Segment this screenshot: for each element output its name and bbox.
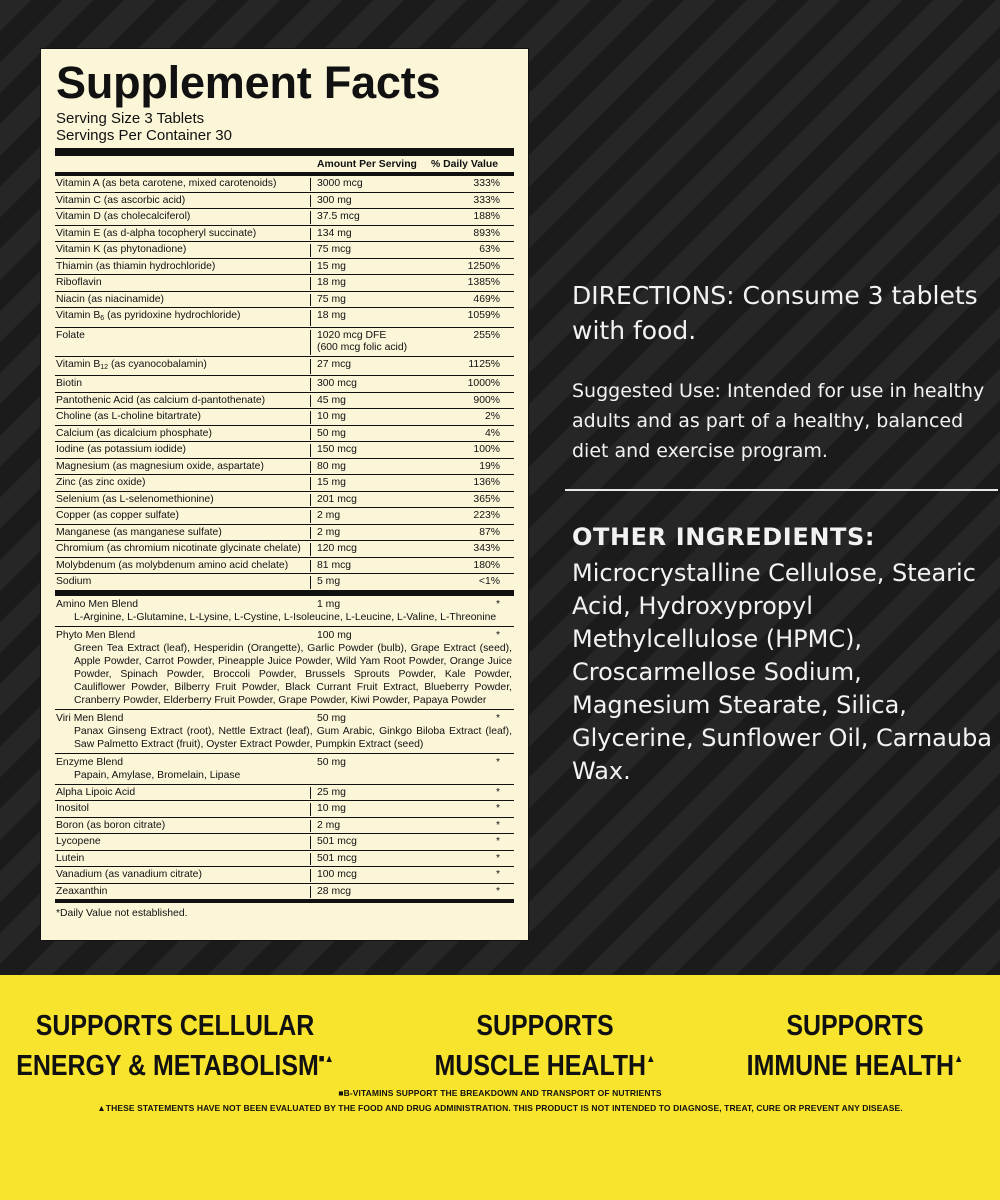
servings-per-container: Servings Per Container 30 [56,127,232,144]
nutrient-row [55,558,514,575]
nutrient-name-text: Riboflavin [56,277,102,288]
nutrient-dv: 180% [473,559,500,571]
claim-mark: ▲ [646,1053,656,1065]
nutrient-rows [55,176,514,591]
nutrient-name-text: Folate [56,329,85,341]
claim-line2: ENERGY & METABOLISM [16,1050,319,1082]
nutrient-amount [311,378,428,391]
other-ingredients-heading: OTHER INGREDIENTS: [572,523,876,551]
nutrient-dv: 893% [473,227,500,239]
nutrient-amount-text: 18 mg [317,310,346,321]
suggested-use-text: Suggested Use: Intended for use in healthy adults and as part of a healthy, balanced diet and exercise program. [572,380,985,462]
footnote: *Daily Value not established. [56,908,188,919]
nutrient-name [55,359,311,375]
nutrient-name-text: Chromium (as chromium nicotinate glycinate chelate) [56,543,301,554]
nutrient-name-text: Molybdenum (as molybdenum amino acid chelate) [56,559,289,571]
nutrient-amount-text: 120 mcg [317,543,357,554]
nutrient-row [55,176,514,193]
nutrient-amount-text: 50 mg [317,427,346,439]
nutrient-name [55,261,311,274]
nutrient-dv: 343% [473,543,500,554]
nutrient-name [55,294,311,307]
blend-row [55,754,514,785]
ingredient-name: Alpha Lipoic Acid [55,787,311,800]
ingredient-row [55,867,514,884]
nutrient-row [55,492,514,509]
nutrient-amount-text: 201 mcg [317,493,357,505]
claim-mark: ■▲ [318,1053,334,1065]
nutrient-name-text: Vitamin B [56,310,101,321]
nutrient-amount [311,310,428,326]
ingredient-dv: * [495,803,500,814]
blend-name: Enzyme Blend [56,756,123,768]
nutrient-dv: 19% [479,460,500,472]
blend-ingredients: L-Arginine, L-Glutamine, L-Lysine, L-Cystine, L-Isoleucine, L-Leucine, L-Valine, L-Threonine [74,611,497,623]
facts-title: Supplement Facts [56,57,441,108]
nutrient-amount [311,543,428,556]
nutrient-row [55,442,514,459]
nutrient-name-text: Choline (as L-choline bitartrate) [56,411,201,422]
nutrient-amount-text: 80 mg [317,460,346,472]
claim-mark: ▲ [953,1053,964,1065]
ingredient-amount: 2 mg [317,819,341,831]
nutrient-amount [311,178,428,191]
nutrient-row [55,574,514,591]
nutrient-row [55,328,514,357]
nutrient-amount [311,494,428,507]
blend-amount: 1 mg [317,598,341,610]
nutrient-name-text: Sodium [56,576,92,587]
nutrient-row [55,226,514,243]
blend-rows [55,596,514,785]
nutrient-amount [311,211,428,224]
nutrient-name [55,310,311,326]
nutrient-row [55,357,514,377]
nutrient-row [55,209,514,226]
nutrient-name-text: Vitamin C (as ascorbic acid) [56,194,186,206]
blend-header [55,712,514,725]
nutrient-name [55,560,311,573]
nutrient-amount [311,510,428,523]
nutrient-dv: 63% [479,244,500,255]
claim-line1: SUPPORTS [786,1010,924,1042]
nutrient-name [55,211,311,224]
nutrient-dv: 223% [473,510,500,521]
nutrient-amount [311,228,428,241]
claim-immune-health [726,1010,984,1083]
nutrient-amount [311,330,428,355]
ingredient-row [55,834,514,851]
blend-amount: 50 mg [317,712,346,724]
ingredient-row [55,884,514,904]
nutrient-name-text: Vitamin A (as beta carotene, mixed carotenoids) [56,178,277,189]
ingredient-amount: 501 mcg [317,836,357,847]
blend-name: Viri Men Blend [56,712,124,724]
nutrient-name-text: Vitamin E (as d-alpha tocopheryl succinate) [56,227,257,239]
nutrient-name [55,378,311,391]
nutrient-name [55,494,311,507]
nutrient-name-text: Zinc (as zinc oxide) [56,477,146,488]
nutrient-amount-text: 81 mcg [317,559,352,571]
nutrient-row [55,292,514,309]
nutrient-row [55,426,514,443]
nutrient-amount [311,411,428,424]
nutrient-name [55,477,311,490]
claim-line1: SUPPORTS CELLULAR [35,1010,315,1042]
nutrient-row [55,376,514,393]
nutrient-amount [311,261,428,274]
ingredient-name: Lycopene [55,836,311,849]
nutrient-subscript: 6 [100,315,105,322]
nutrient-name [55,527,311,540]
nutrient-row [55,541,514,558]
claim-line1: SUPPORTS [476,1010,614,1042]
nutrient-name-text: Copper (as copper sulfate) [56,510,180,521]
supplement-facts-panel [40,48,529,941]
nutrient-name-text: Vitamin K (as phytonadione) [56,244,187,255]
section-divider [565,489,998,491]
nutrient-dv: 100% [473,444,500,455]
divider-thick [55,148,514,156]
nutrient-name [55,228,311,241]
nutrient-name-text: Pantothenic Acid (as calcium d-pantothenate) [56,394,266,406]
nutrient-dv: 255% [473,329,500,341]
claim-muscle-health [416,1010,674,1083]
nutrient-name-rest: (as pyridoxine hydrochloride) [104,310,241,321]
ingredient-dv: * [495,885,500,897]
ingredient-amount: 25 mg [317,786,346,798]
nutrient-amount-text: 15 mg [317,477,346,488]
nutrient-dv: 1125% [468,358,500,370]
dv-header: % Daily Value [431,158,498,170]
nutrient-amount [311,195,428,208]
nutrient-dv: 1059% [467,310,500,321]
nutrient-dv: 188% [473,211,500,222]
nutrient-dv: 87% [479,526,500,538]
claim-line2: MUSCLE HEALTH [434,1050,647,1082]
nutrient-dv: 4% [484,427,500,439]
nutrient-name [55,277,311,290]
blend-row [55,627,514,710]
nutrient-amount [311,359,428,375]
nutrient-row [55,475,514,492]
nutrient-amount [311,428,428,441]
nutrient-name [55,428,311,441]
nutrient-name-text: Vitamin B [56,358,101,370]
nutrient-amount-text: 3000 mcg [317,178,363,189]
nutrient-name [55,330,311,355]
nutrient-row [55,409,514,426]
nutrient-dv: 1250% [467,260,500,272]
nutrient-name [55,411,311,424]
nutrient-dv: 469% [473,293,500,305]
nutrient-amount-text: 2 mg [317,526,341,538]
blend-name: Phyto Men Blend [56,629,136,641]
disclaimer-fda: ▲THESE STATEMENTS HAVE NOT BEEN EVALUATED BY THE FOOD AND DRUG ADMINISTRATION. THIS PRODUCT IS NOT INTENDED TO DIAGNOSE, TREAT, CURE OR PREVENT ANY DISEASE. [97,1103,903,1113]
other-rows [55,785,514,904]
nutrient-amount [311,477,428,490]
nutrient-row [55,259,514,276]
nutrient-amount [311,294,428,307]
nutrient-name-text: Thiamin (as thiamin hydrochloride) [56,260,216,272]
blend-dv: * [495,712,500,724]
nutrient-amount-text: 75 mcg [317,244,352,255]
nutrient-name-text: Iodine (as potassium iodide) [56,444,186,455]
blend-amount: 50 mg [317,756,346,768]
nutrient-dv: 136% [473,477,500,488]
blend-ingredients: Papain, Amylase, Bromelain, Lipase [74,769,241,781]
claim-energy-metabolism [16,1010,334,1083]
nutrient-row [55,459,514,476]
nutrient-name-text: Manganese (as manganese sulfate) [56,526,222,538]
blend-row [55,596,514,627]
claim-line2: IMMUNE HEALTH [746,1050,954,1082]
ingredient-row [55,818,514,835]
nutrient-amount [311,527,428,540]
ingredient-dv: * [495,836,500,847]
nutrient-row [55,308,514,328]
blend-header [55,598,514,611]
amount-header: Amount Per Serving [317,158,417,170]
ingredient-amount: 501 mcg [317,852,357,864]
nutrient-amount [311,560,428,573]
nutrient-name-text: Vitamin D (as cholecalciferol) [56,211,191,222]
blend-dv: * [495,629,500,641]
nutrient-amount-note: (600 mcg folic acid) [317,342,408,353]
blend-ingredients: Green Tea Extract (leaf), Hesperidin (Orangette), Garlic Powder (bulb), Grape Extract (seed), Apple Powder, Carrot Powder, Pineapple Juice Powder, Wild Yam Root Powder, Orange Juice Powder, Spinach Powder, Broccoli Powder, Brussels Sprouts Powder, Kale Powder, Cauliflower Powder, Bilberry Fruit Powder, Black Currant Fruit Extract, Blueberry Powder, Cranberry Powder, Elderberry Fruit Powder, Grape Powder, Kiwi Powder, Papaya Powder [74,642,512,706]
nutrient-dv: 333% [473,178,500,189]
ingredient-dv: * [495,786,500,798]
nutrient-dv: 1385% [467,277,500,288]
ingredient-dv: * [495,852,500,864]
nutrient-row [55,242,514,259]
nutrient-dv: <1% [478,576,500,587]
nutrient-name [55,244,311,257]
nutrient-amount-text: 5 mg [317,576,341,587]
nutrient-amount [311,395,428,408]
ingredient-amount: 100 mcg [317,869,357,880]
nutrient-amount-text: 10 mg [317,411,346,422]
ingredient-name: Vanadium (as vanadium citrate) [55,869,311,882]
nutrient-row [55,508,514,525]
ingredient-row [55,801,514,818]
nutrient-name [55,576,311,589]
nutrient-amount-text: 37.5 mcg [317,211,360,222]
other-ingredients-text: Microcrystalline Cellulose, Stearic Acid, Hydroxypropyl Methylcellulose (HPMC), Croscarmellose Sodium, Magnesium Stearate, Silica, Glycerine, Sunflower Oil, Carnauba Wax. [572,559,993,785]
nutrient-name-text: Selenium (as L-selenomethionine) [56,493,214,505]
nutrient-name [55,510,311,523]
nutrient-name [55,195,311,208]
blend-ingredients: Panax Ginseng Extract (root), Nettle Extract (leaf), Gum Arabic, Ginkgo Biloba Extract (leaf), Saw Palmetto Extract (fruit), Oyster Extract Powder, Pumpkin Extract (seed) [74,725,512,750]
nutrient-amount [311,244,428,257]
nutrient-amount-text: 300 mcg [317,378,357,389]
nutrient-amount-text: 45 mg [317,394,346,406]
nutrient-name [55,395,311,408]
ingredient-amount: 28 mcg [317,885,352,897]
nutrient-amount [311,277,428,290]
nutrient-dv: 900% [473,394,500,406]
blend-dv: * [495,598,500,610]
nutrient-name-text: Calcium (as dicalcium phosphate) [56,427,212,439]
blend-dv: * [495,756,500,768]
nutrient-row [55,193,514,210]
nutrient-dv: 333% [473,194,500,206]
nutrient-name [55,444,311,457]
nutrient-name-rest: (as cyanocobalamin) [108,358,207,370]
serving-size: Serving Size 3 Tablets [56,110,205,127]
disclaimer-b-vitamins: ■B-VITAMINS SUPPORT THE BREAKDOWN AND TRANSPORT OF NUTRIENTS [338,1088,662,1098]
nutrient-amount [311,461,428,474]
nutrient-row [55,525,514,542]
ingredient-dv: * [495,819,500,831]
nutrient-amount-text: 15 mg [317,260,346,272]
ingredient-name: Inositol [55,803,311,816]
nutrient-dv: 1000% [467,378,500,389]
nutrient-amount-text: 150 mcg [317,444,357,455]
nutrient-row [55,275,514,292]
ingredient-name: Lutein [55,853,311,866]
nutrient-name [55,543,311,556]
nutrient-subscript: 12 [100,363,109,371]
nutrient-amount-text: 2 mg [317,510,341,521]
nutrient-amount-text: 134 mg [317,227,352,239]
nutrient-name [55,178,311,191]
blend-row [55,710,514,754]
nutrient-amount-text: 18 mg [317,277,346,288]
blend-header [55,756,514,769]
nutrient-amount [311,576,428,589]
nutrient-amount-text: 27 mcg [317,358,352,370]
nutrient-dv: 2% [484,411,500,422]
nutrient-name [55,461,311,474]
nutrient-dv: 365% [473,493,500,505]
blend-amount: 100 mg [317,629,352,641]
nutrient-amount-text: 300 mg [317,194,352,206]
nutrient-name-text: Magnesium (as magnesium oxide, aspartate) [56,460,264,472]
ingredient-name: Zeaxanthin [55,886,311,899]
blend-header [55,629,514,642]
ingredient-dv: * [495,869,500,880]
nutrient-amount [311,444,428,457]
nutrient-name-text: Niacin (as niacinamide) [56,293,164,305]
ingredient-row [55,851,514,868]
nutrient-row [55,393,514,410]
column-header [55,156,514,176]
nutrient-amount-text: 75 mg [317,293,346,305]
blend-name: Amino Men Blend [56,598,139,610]
nutrient-name-text: Biotin [56,378,82,389]
directions-text: DIRECTIONS: Consume 3 tablets with food. [572,281,978,345]
ingredient-name: Boron (as boron citrate) [55,820,311,833]
nutrient-amount-text: 1020 mcg DFE [317,329,387,341]
ingredient-row [55,785,514,802]
ingredient-amount: 10 mg [317,803,346,814]
